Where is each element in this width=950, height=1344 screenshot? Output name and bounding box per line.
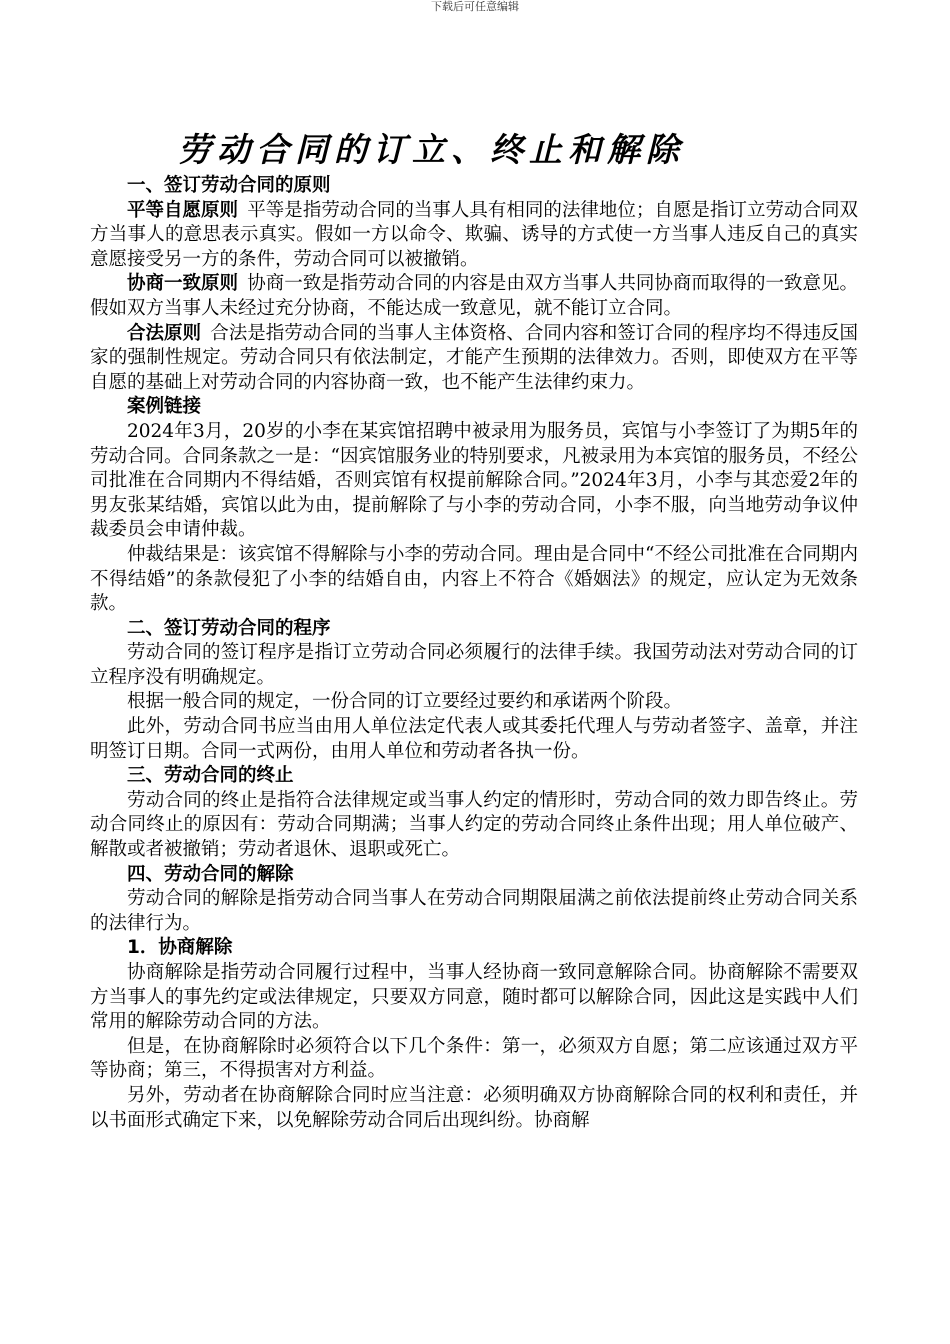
paragraph-text: 协商一致是指劳动合同的内容是由双方当事人共同协商而取得的一致意见。假如双方当事人未经过充分协商，不能达成一致意见，就不能订立合同。	[90, 273, 858, 319]
paragraph: 劳动合同的解除是指劳动合同当事人在劳动合同期限届满之前依法提前终止劳动合同关系的法律行为。	[90, 888, 858, 934]
paragraph-lead: 平等自愿原则	[127, 199, 239, 221]
case-paragraph: 2024年3月，20岁的小李在某宾馆招聘中被录用为服务员，宾馆与小李签订了为期5年的劳动合同。合同条款之一是：“因宾馆服务业的特别要求，凡被录用为本宾馆的服务员，不经公司批准在合同期内不得结婚，否则宾馆有权提前解除合同。”2024年3月，小李与其恋爱2年的男友张某结婚，宾馆以此为由，提前解除了与小李的劳动合同，小李不服，向当地劳动争议仲裁委员会申请仲裁。	[90, 420, 858, 541]
case-result-paragraph: 仲裁结果是：该宾馆不得解除与小李的劳动合同。理由是合同中“不经公司批准在合同期内不得结婚”的条款侵犯了小李的结婚自由，内容上不符合《婚姻法》的规定，应认定为无效条款。	[90, 543, 858, 615]
page-title: 劳动合同的订立、终止和解除	[178, 130, 685, 169]
paragraph	[90, 322, 858, 396]
paragraph: 另外，劳动者在协商解除合同时应当注意：必须明确双方协商解除合同的权利和责任，并以书面形式确定下来，以免解除劳动合同后出现纠纷。协商解	[90, 1084, 858, 1131]
paragraph: 劳动合同的签订程序是指订立劳动合同必须履行的法律手续。我国劳动法对劳动合同的订立程序没有明确规定。	[90, 642, 858, 688]
case-heading: 案例链接	[127, 396, 202, 418]
paragraph: 劳动合同的终止是指符合法律规定或当事人约定的情形时，劳动合同的效力即告终止。劳动合同终止的原因有：劳动合同期满；当事人约定的劳动合同终止条件出现；用人单位破产、解散或者被撤销；劳动者退休、退职或死亡。	[90, 789, 858, 861]
paragraph: 协商解除是指劳动合同履行过程中，当事人经协商一致同意解除合同。协商解除不需要双方当事人的事先约定或法律规定，只要双方同意，随时都可以解除合同，因此这是实践中人们常用的解除劳动合同的方法。	[90, 962, 858, 1033]
section-heading: 二、签订劳动合同的程序	[127, 617, 331, 639]
section-heading: 三、劳动合同的终止	[127, 765, 294, 787]
section-heading: 四、劳动合同的解除	[127, 863, 294, 885]
paragraph	[90, 199, 858, 273]
section-heading: 一、签订劳动合同的原则	[127, 175, 331, 196]
paragraph-lead: 协商一致原则	[127, 273, 239, 295]
document-body	[90, 174, 858, 1133]
paragraph: 但是，在协商解除时必须符合以下几个条件：第一，必须双方自愿；第二应该通过双方平等协商；第三，不得损害对方利益。	[90, 1035, 858, 1082]
paragraph: 此外，劳动合同书应当由用人单位法定代表人或其委托代理人与劳动者签字、盖章，并注明签订日期。合同一式两份，由用人单位和劳动者各执一份。	[90, 716, 858, 762]
header-note: 下载后可任意编辑	[431, 0, 519, 13]
paragraph: 根据一般合同的规定，一份合同的订立要经过要约和承诺两个阶段。	[127, 691, 683, 713]
paragraph-lead: 合法原则	[127, 322, 202, 344]
paragraph-text: 合法是指劳动合同的当事人主体资格、合同内容和签订合同的程序均不得违反国家的强制性规定。劳动合同只有依法制定，才能产生预期的法律效力。否则，即使双方在平等自愿的基础上对劳动合同的内容协商一致，也不能产生法律约束力。	[90, 322, 858, 393]
paragraph-text: 平等是指劳动合同的当事人具有相同的法律地位；自愿是指订立劳动合同双方当事人的意思表示真实。假如一方以命令、欺骗、诱导的方式使一方当事人违反自己的真实意愿接受另一方的条件，劳动合同可以被撤销。	[90, 199, 858, 270]
paragraph	[90, 272, 858, 321]
subsection-heading: 1．协商解除	[127, 937, 233, 959]
